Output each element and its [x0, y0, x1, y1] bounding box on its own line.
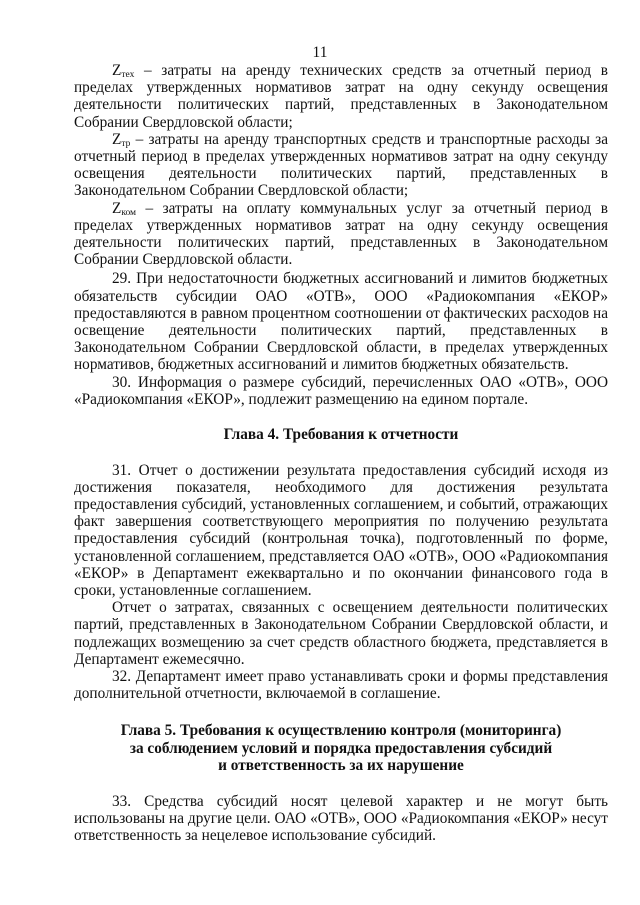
chapter-5-title-line-2: за соблюдением условий и порядка предоставления субсидий — [129, 739, 553, 757]
paragraph-30: 30. Информация о размере субсидий, перечисленных ОАО «ОТВ», ООО «Радиокомпания «ЕКОР», подлежит размещению на едином портале. — [74, 373, 608, 408]
var-z: Z — [112, 199, 122, 217]
page-number: 11 — [312, 44, 328, 61]
paragraph-z-tech — [74, 62, 608, 131]
var-subscript: ком — [121, 207, 137, 218]
paragraph-31-expenses-report: Отчет о затратах, связанных с освещением деятельности политических партий, представленных в Законодательном Собрании Свердловской области, и подлежащих возмещению за счет средств областного бюджета, представляется в Департамент ежемесячно. — [74, 599, 608, 668]
paragraph-text: – затраты на аренду транспортных средств и транспортные расходы за отчетный период в пределах утвержденных нормативов затрат на одну секунду освещения деятельности политических партий, представленных в Законодательном Собрании Свердловской области; — [74, 130, 608, 200]
paragraph-32: 32. Департамент имеет право устанавливать сроки и формы представления дополнительной отчетности, включаемой в соглашение. — [74, 668, 608, 703]
document-body — [74, 62, 608, 845]
paragraph-z-utilities — [74, 200, 608, 269]
chapter-5-title — [74, 722, 608, 775]
chapter-5-title-line-1: Глава 5. Требования к осуществлению контроля (мониторинга) — [120, 722, 562, 740]
var-z: Z — [112, 62, 122, 79]
var-z: Z — [112, 130, 122, 148]
chapter-5-title-line-3: и ответственность за их нарушение — [218, 757, 464, 775]
paragraph-z-transport — [74, 131, 608, 200]
paragraph-text: – затраты на аренду технических средств за отчетный период в пределах утвержденных нормативов затрат на одну секунду освещения деятельности политических партий, представленных в Законодательном Собрании Свердловской области; — [74, 62, 608, 131]
paragraph-text: – затраты на оплату коммунальных услуг за отчетный период в пределах утвержденных нормативов затрат на одну секунду освещения деятельности политических партий, представленных в Законодательном Собрании Свердловской области. — [74, 199, 608, 269]
paragraph-29: 29. При недостаточности бюджетных ассигнований и лимитов бюджетных обязательств субсидии ОАО «ОТВ», ООО «Радиокомпания «ЕКОР» предоставляются в равном процентном соотношении от фактических расходов на освещение деятельности политических партий, представленных в Законодательном Собрании Свердловской области, в пределах утвержденных нормативов, бюджетных ассигнований и лимитов бюджетных обязательств. — [74, 270, 608, 374]
paragraph-31: 31. Отчет о достижении результата предоставления субсидий исходя из достижения показателя, необходимого для достижения результата предоставления субсидий, установленных соглашением, и событий, отражающих факт завершения соответствующего мероприятия по получению результата предоставления субсидий (контрольная точка), подготовленный по форме, установленной соглашением, представляется ОАО «ОТВ», ООО «Радиокомпания «ЕКОР» в Департамент ежеквартально и по окончании финансового года в сроки, установленные соглашением. — [74, 461, 608, 599]
chapter-4-title: Глава 4. Требования к отчетности — [223, 426, 459, 444]
var-subscript: тр — [121, 138, 131, 149]
var-subscript: тех — [121, 70, 135, 80]
paragraph-33: 33. Средства субсидий носят целевой характер и не могут быть использованы на другие цели. ОАО «ОТВ», ООО «Радиокомпания «ЕКОР» несут ответственность за нецелевое использование субсидий. — [74, 792, 608, 845]
